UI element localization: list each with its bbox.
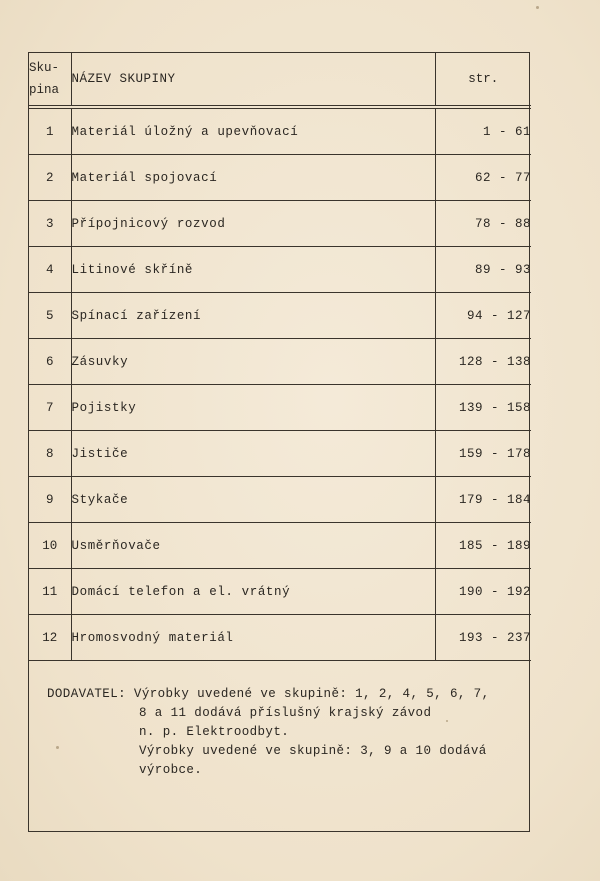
group-number: 9 [29, 477, 71, 523]
page-column-header: str. [435, 53, 531, 107]
group-name: Stykače [71, 477, 435, 523]
page-range: 159 - 178 [435, 431, 531, 477]
groups-table [29, 53, 531, 661]
table-row [29, 477, 531, 523]
table-of-contents-frame [28, 52, 530, 832]
table-row [29, 247, 531, 293]
group-number: 2 [29, 155, 71, 201]
note-line-5: výrobce. [139, 763, 203, 777]
group-number: 11 [29, 569, 71, 615]
table-row [29, 107, 531, 155]
group-number: 12 [29, 615, 71, 661]
group-number: 1 [29, 107, 71, 155]
group-name: Hromosvodný materiál [71, 615, 435, 661]
group-name: Spínací zařízení [71, 293, 435, 339]
note-line-2: 8 a 11 dodává příslušný krajský závod [139, 706, 432, 720]
group-column-header [29, 53, 71, 107]
table-row [29, 523, 531, 569]
group-name: Usměrňovače [71, 523, 435, 569]
page-range: 89 - 93 [435, 247, 531, 293]
table-row [29, 201, 531, 247]
paper-speck [536, 6, 539, 9]
page-range: 139 - 158 [435, 385, 531, 431]
name-column-header: NÁZEV SKUPINY [71, 53, 435, 107]
note-line-4: Výrobky uvedené ve skupině: 3, 9 a 10 dodává [139, 744, 487, 758]
page-range: 193 - 237 [435, 615, 531, 661]
paper-speck [56, 746, 59, 749]
group-name: Pojistky [71, 385, 435, 431]
page-range: 1 - 61 [435, 107, 531, 155]
group-number: 3 [29, 201, 71, 247]
supplier-note [47, 685, 517, 780]
table-row [29, 155, 531, 201]
group-name: Domácí telefon a el. vrátný [71, 569, 435, 615]
group-number: 4 [29, 247, 71, 293]
note-line-3: n. p. Elektroodbyt. [139, 725, 290, 739]
table-row [29, 615, 531, 661]
table-row [29, 385, 531, 431]
group-name: Materiál úložný a upevňovací [71, 107, 435, 155]
table-row [29, 431, 531, 477]
group-number: 8 [29, 431, 71, 477]
page-range: 62 - 77 [435, 155, 531, 201]
page-range: 94 - 127 [435, 293, 531, 339]
table-row [29, 293, 531, 339]
paper-speck [446, 720, 448, 722]
note-line-1: DODAVATEL: Výrobky uvedené ve skupině: 1, 2, 4, 5, 6, 7, [47, 687, 490, 701]
table-row [29, 569, 531, 615]
group-number: 10 [29, 523, 71, 569]
group-header-line1: Sku- [29, 61, 60, 75]
page-range: 185 - 189 [435, 523, 531, 569]
page-range: 190 - 192 [435, 569, 531, 615]
page-range: 179 - 184 [435, 477, 531, 523]
group-number: 7 [29, 385, 71, 431]
page-range: 128 - 138 [435, 339, 531, 385]
table-header-row [29, 53, 531, 107]
group-name: Materiál spojovací [71, 155, 435, 201]
group-number: 5 [29, 293, 71, 339]
table-row [29, 339, 531, 385]
group-name: Zásuvky [71, 339, 435, 385]
group-name: Litinové skříně [71, 247, 435, 293]
page-range: 78 - 88 [435, 201, 531, 247]
group-name: Jističe [71, 431, 435, 477]
group-name: Přípojnicový rozvod [71, 201, 435, 247]
group-header-line2: pina [29, 83, 60, 97]
group-number: 6 [29, 339, 71, 385]
